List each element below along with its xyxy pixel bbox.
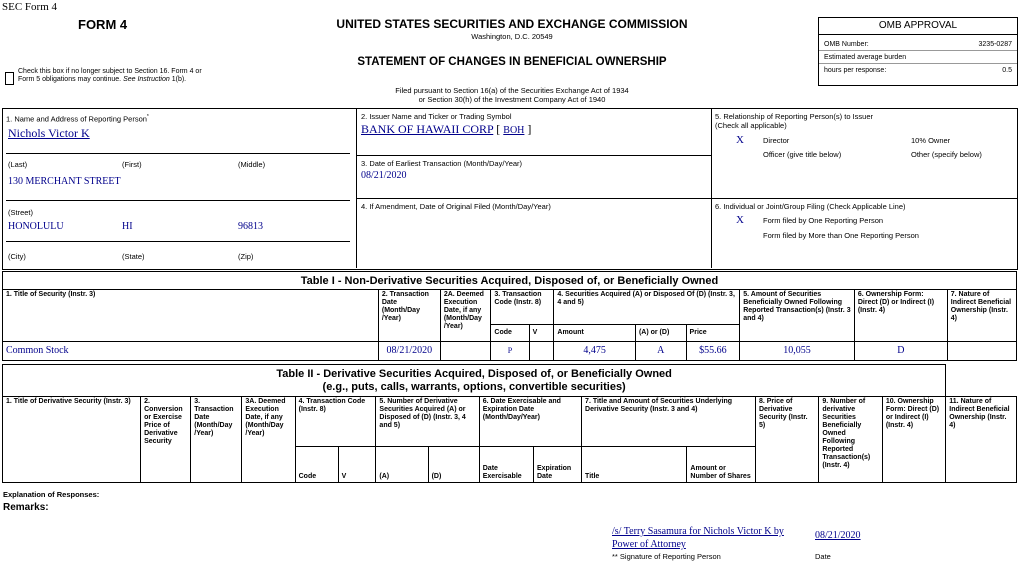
t1-row-code: P: [491, 342, 529, 361]
t2-h4: 4. Transaction Code (Instr. 8): [295, 397, 376, 447]
t1-sub-aord: (A) or (D): [635, 325, 686, 342]
director-mark[interactable]: X: [736, 134, 744, 146]
table1-title: Table I - Non-Derivative Securities Acquired, Disposed of, or Beneficially Owned: [3, 272, 1017, 290]
t1-row-aord: A: [635, 342, 686, 361]
omb-hours-value: 0.5: [1002, 67, 1012, 74]
no-longer-subject-checkbox[interactable]: [5, 72, 14, 85]
issuer-name-link[interactable]: BANK OF HAWAII CORP: [361, 122, 494, 136]
t2-h3: 3. Transaction Date (Month/Day /Year): [191, 397, 242, 483]
t1-row-amount: 4,475: [554, 342, 636, 361]
t2-sub-amount: Amount or Number of Shares: [687, 447, 756, 483]
first-label: (First): [122, 160, 142, 169]
officer-label: Officer (give title below): [763, 150, 842, 159]
omb-number-label: OMB Number:: [824, 41, 869, 48]
omb-burden-label: Estimated average burden: [824, 54, 907, 61]
t1-sub-price: Price: [686, 325, 740, 342]
signature-date-link[interactable]: 08/21/2020: [815, 530, 861, 541]
box3-label: 3. Date of Earliest Transaction (Month/Day/Year): [361, 159, 523, 168]
signature-label: ** Signature of Reporting Person: [612, 552, 721, 561]
t2-sub-d: (D): [428, 447, 479, 483]
t1-sub-amount: Amount: [554, 325, 636, 342]
remarks-label: Remarks:: [3, 502, 49, 513]
t2-h5: 5. Number of Derivative Securities Acquired (A) or Disposed of (D) (Instr. 3, 4 and 5): [376, 397, 479, 447]
t1-row-owned: 10,055: [740, 342, 855, 361]
filed-pursuant-line2: or Section 30(h) of the Investment Company Act of 1940: [418, 95, 606, 104]
t2-h10: 10. Ownership Form: Direct (D) or Indirect (I) (Instr. 4): [882, 397, 945, 483]
t2-h2: 2. Conversion or Exercise Price of Derivative Security: [141, 397, 191, 483]
table-row: [3, 342, 1017, 361]
zip-label: (Zip): [238, 252, 254, 261]
t1-h5: 5. Amount of Securities Beneficially Owned Following Reported Transaction(s) (Instr. 3 and 4): [740, 290, 855, 342]
city-value: HONOLULU: [8, 221, 64, 232]
street-value: 130 MERCHANT STREET: [8, 176, 121, 187]
omb-approval-box: [818, 17, 1018, 86]
form-title: FORM 4: [78, 17, 128, 32]
box6-label: 6. Individual or Joint/Group Filing (Check Applicable Line): [715, 202, 906, 211]
box2-label: 2. Issuer Name and Ticker or Trading Symbol: [361, 112, 512, 121]
date-label: Date: [815, 552, 831, 561]
one-person-label: Form filed by One Reporting Person: [763, 216, 884, 225]
t1-row-nature: [947, 342, 1016, 361]
issuer-line: BANK OF HAWAII CORP [ BOH ]: [361, 122, 532, 136]
t1-row-price: $55.66: [686, 342, 740, 361]
street-label: (Street): [8, 208, 34, 217]
ticker-link[interactable]: BOH: [503, 125, 525, 136]
t1-h2: 2. Transaction Date (Month/Day /Year): [378, 290, 440, 342]
t1-h7: 7. Nature of Indirect Beneficial Ownership (Instr. 4): [947, 290, 1016, 342]
t2-sub-title: Title: [582, 447, 687, 483]
t1-sub-v: V: [529, 325, 554, 342]
t2-sub-expiration: Expiration Date: [533, 447, 581, 483]
table2-title-line2: (e.g., puts, calls, warrants, options, convertible securities): [322, 380, 626, 393]
t2-sub-exercisable: Date Exercisable: [479, 447, 533, 483]
t2-sub-v: V: [338, 447, 376, 483]
box5-label: 5. Relationship of Reporting Person(s) to Issuer: [715, 112, 873, 121]
earliest-transaction-date: 08/21/2020: [361, 170, 407, 181]
t1-row-date: 08/21/2020: [378, 342, 440, 361]
agency-title: UNITED STATES SECURITIES AND EXCHANGE COMMISSION: [336, 17, 688, 31]
t1-row-title: Common Stock: [3, 342, 379, 361]
state-value: HI: [122, 221, 133, 232]
city-label: (City): [8, 252, 26, 261]
t1-h3: 3. Transaction Code (Instr. 8): [491, 290, 554, 325]
box1-label: 1. Name and Address of Reporting Person*: [6, 114, 149, 124]
filed-pursuant-line1: Filed pursuant to Section 16(a) of the Securities Exchange Act of 1934: [395, 86, 629, 95]
t1-h2a: 2A. Deemed Execution Date, if any (Month/Day /Year): [440, 290, 491, 342]
table2-title-line1: Table II - Derivative Securities Acquired, Disposed of, or Beneficially Owned: [276, 367, 672, 380]
reporting-person-name-link[interactable]: Nichols Victor K: [8, 126, 90, 140]
other-label: Other (specify below): [911, 150, 982, 159]
signature-link[interactable]: /s/ Terry Sasamura for Nichols Victor K by Power of Attorney: [612, 526, 784, 550]
table2-title: [3, 365, 946, 397]
t1-row-v: [529, 342, 554, 361]
more-persons-label: Form filed by More than One Reporting Person: [763, 231, 919, 240]
t2-h6: 6. Date Exercisable and Expiration Date (Month/Day/Year): [479, 397, 581, 447]
zip-value: 96813: [238, 221, 263, 232]
t2-h7: 7. Title and Amount of Securities Underlying Derivative Security (Instr. 3 and 4): [582, 397, 756, 447]
omb-hours-label: hours per response:: [824, 67, 887, 74]
t1-sub-code: Code: [491, 325, 529, 342]
state-label: (State): [122, 252, 145, 261]
t1-h6: 6. Ownership Form: Direct (D) or Indirect (I) (Instr. 4): [854, 290, 947, 342]
t1-row-form: D: [854, 342, 947, 361]
t1-h4: 4. Securities Acquired (A) or Disposed Of (D) (Instr. 3, 4 and 5): [554, 290, 740, 325]
statement-title: STATEMENT OF CHANGES IN BENEFICIAL OWNERSHIP: [357, 56, 667, 68]
t2-h9: 9. Number of derivative Securities Beneficially Owned Following Reported Transaction(s) (Instr. 4): [819, 397, 882, 483]
t2-h1: 1. Title of Derivative Security (Instr. 3): [3, 397, 141, 483]
t2-h3a: 3A. Deemed Execution Date, if any (Month/Day /Year): [242, 397, 295, 483]
omb-number-value: 3235-0287: [978, 41, 1012, 48]
sec-form-label: SEC Form 4: [2, 1, 58, 13]
table2-derivative: [2, 364, 1017, 483]
agency-location: Washington, D.C. 20549: [471, 32, 553, 41]
last-label: (Last): [8, 160, 28, 169]
box5-sublabel: (Check all applicable): [715, 121, 787, 130]
t1-h1: 1. Title of Security (Instr. 3): [3, 290, 379, 342]
table1-non-derivative: [2, 271, 1017, 361]
one-person-mark[interactable]: X: [736, 214, 744, 226]
middle-label: (Middle): [238, 160, 266, 169]
t2-h11: 11. Nature of Indirect Beneficial Ownership (Instr. 4): [946, 397, 1017, 483]
t2-sub-a: (A): [376, 447, 428, 483]
director-label: Director: [763, 136, 790, 145]
box4-label: 4. If Amendment, Date of Original Filed (Month/Day/Year): [361, 202, 551, 211]
ten-percent-owner-label: 10% Owner: [911, 136, 951, 145]
t1-row-deemed: [440, 342, 491, 361]
t2-sub-code: Code: [295, 447, 338, 483]
explanation-label: Explanation of Responses:: [3, 490, 100, 499]
omb-title: OMB APPROVAL: [819, 18, 1017, 35]
t2-h8: 8. Price of Derivative Security (Instr. 5): [755, 397, 818, 483]
checkbox-instruction: Check this box if no longer subject to Section 16. Form 4 or Form 5 obligations may continue. See Instruction 1(b).: [18, 68, 202, 83]
